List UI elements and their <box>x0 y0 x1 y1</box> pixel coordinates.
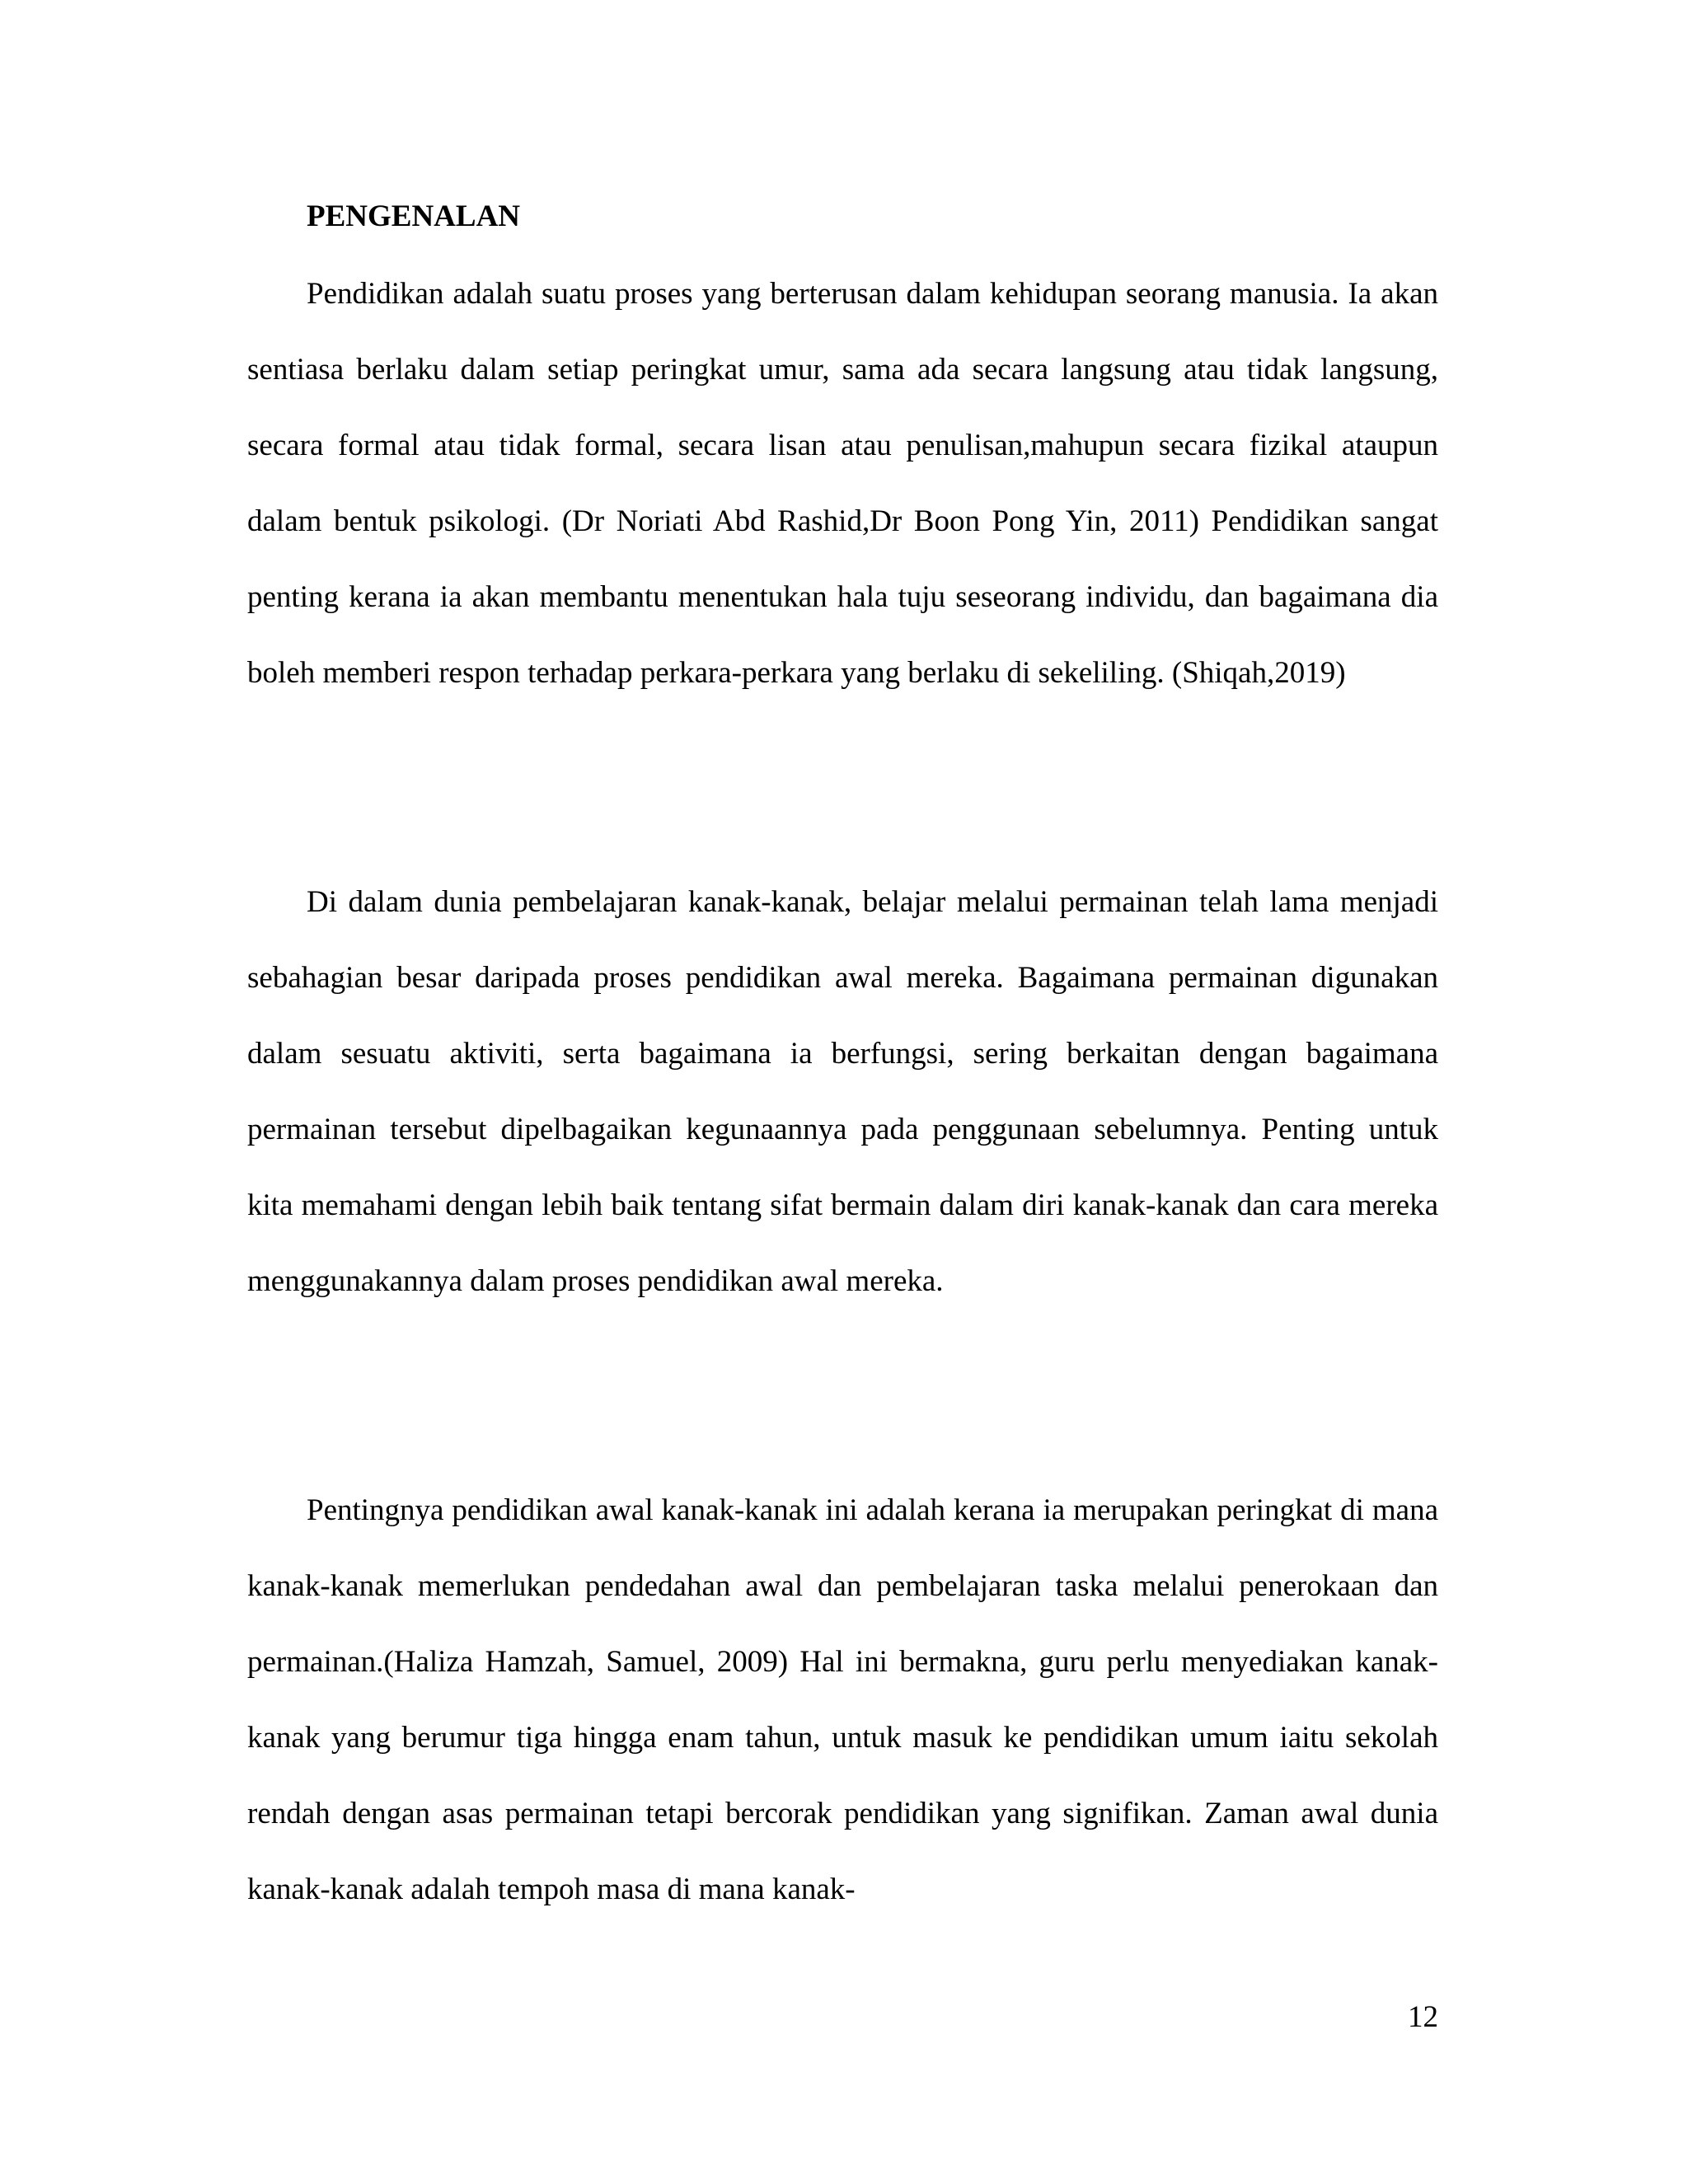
paragraph-3: Pentingnya pendidikan awal kanak-kanak ini adalah kerana ia merupakan peringkat di mana kanak-kanak memerlukan pendedahan awal dan pembelajaran taska melalui penerokaan dan permainan.(Haliza Hamzah, Samuel, 2009) Hal ini bermakna, guru perlu menyediakan kanak-kanak yang berumur tiga hingga enam tahun, untuk masuk ke pendidikan umum iaitu sekolah rendah dengan asas permainan tetapi bercorak pendidikan yang signifikan. Zaman awal dunia kanak-kanak adalah tempoh masa di mana kanak- <box>247 1493 1438 1906</box>
paragraph-2: Di dalam dunia pembelajaran kanak-kanak, belajar melalui permainan telah lama menjadi sebahagian besar daripada proses pendidikan awal mereka. Bagaimana permainan digunakan dalam sesuatu aktiviti, serta bagaimana ia berfungsi, sering berkaitan dengan bagaimana permainan tersebut dipelbagaikan kegunaannya pada penggunaan sebelumnya. Penting untuk kita memahami dengan lebih baik tentang sifat bermain dalam diri kanak-kanak dan cara mereka menggunakannya dalam proses pendidikan awal mereka. <box>247 885 1438 1298</box>
page-number: 12 <box>1408 2000 1438 2034</box>
section-heading: PENGENALAN <box>307 199 521 233</box>
page-content <box>247 192 1438 1906</box>
paragraph-1: Pendidikan adalah suatu proses yang berterusan dalam kehidupan seorang manusia. Ia akan sentiasa berlaku dalam setiap peringkat umur, sama ada secara langsung atau tidak langsung, secara formal atau tidak formal, secara lisan atau penulisan,mahupun secara fizikal ataupun dalam bentuk psikologi. (Dr Noriati Abd Rashid,Dr Boon Pong Yin, 2011) Pendidikan sangat penting kerana ia akan membantu menentukan hala tuju seseorang individu, dan bagaimana dia boleh memberi respon terhadap perkara-perkara yang berlaku di sekeliling. (Shiqah,2019) <box>247 277 1438 690</box>
